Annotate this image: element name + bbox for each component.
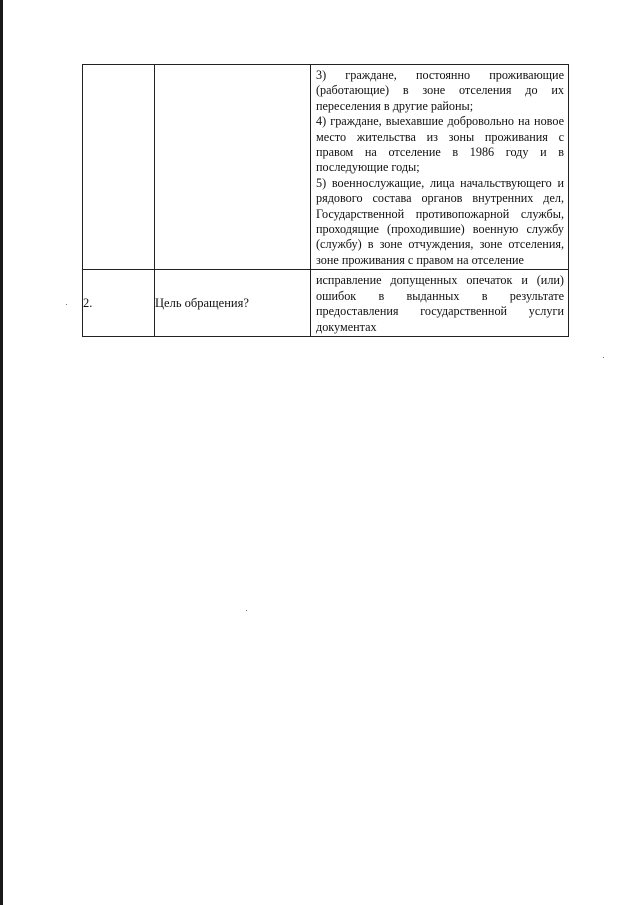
question-cell: Цель обращения? (155, 270, 311, 337)
answer-paragraph: исправление допущенных опечаток и (или) ошибок в выданных в результате предоставления государственной услуги документах (316, 273, 564, 334)
row-number-cell (83, 65, 155, 270)
answer-paragraph: 3) граждане, постоянно проживающие (работающие) в зоне отселения до их переселения в другие районы; (316, 68, 564, 113)
answer-text (311, 65, 568, 269)
row-number-cell: 2. (83, 270, 155, 337)
question-cell (155, 65, 311, 270)
answer-cell (311, 270, 569, 337)
scan-speck (246, 610, 247, 611)
table-row (83, 65, 569, 270)
answer-text (311, 270, 568, 336)
answer-paragraph: 4) граждане, выехавшие добровольно на новое место жительства из зоны проживания с правом на отселение в 1986 году и в последующие годы; (316, 114, 564, 175)
scan-edge (0, 0, 3, 905)
scan-speck (603, 357, 604, 358)
table-row (83, 270, 569, 337)
scan-speck (66, 304, 67, 305)
answer-cell (311, 65, 569, 270)
answer-paragraph: 5) военнослужащие, лица начальствующего и рядового состава органов внутренних дел, Государственной противопожарной службы, проходящие (проходившие) военную службу (службу) в зоне отчуждения, зоне отселения, зоне проживания с правом на отселение (316, 175, 564, 267)
questionnaire-table (82, 64, 569, 337)
